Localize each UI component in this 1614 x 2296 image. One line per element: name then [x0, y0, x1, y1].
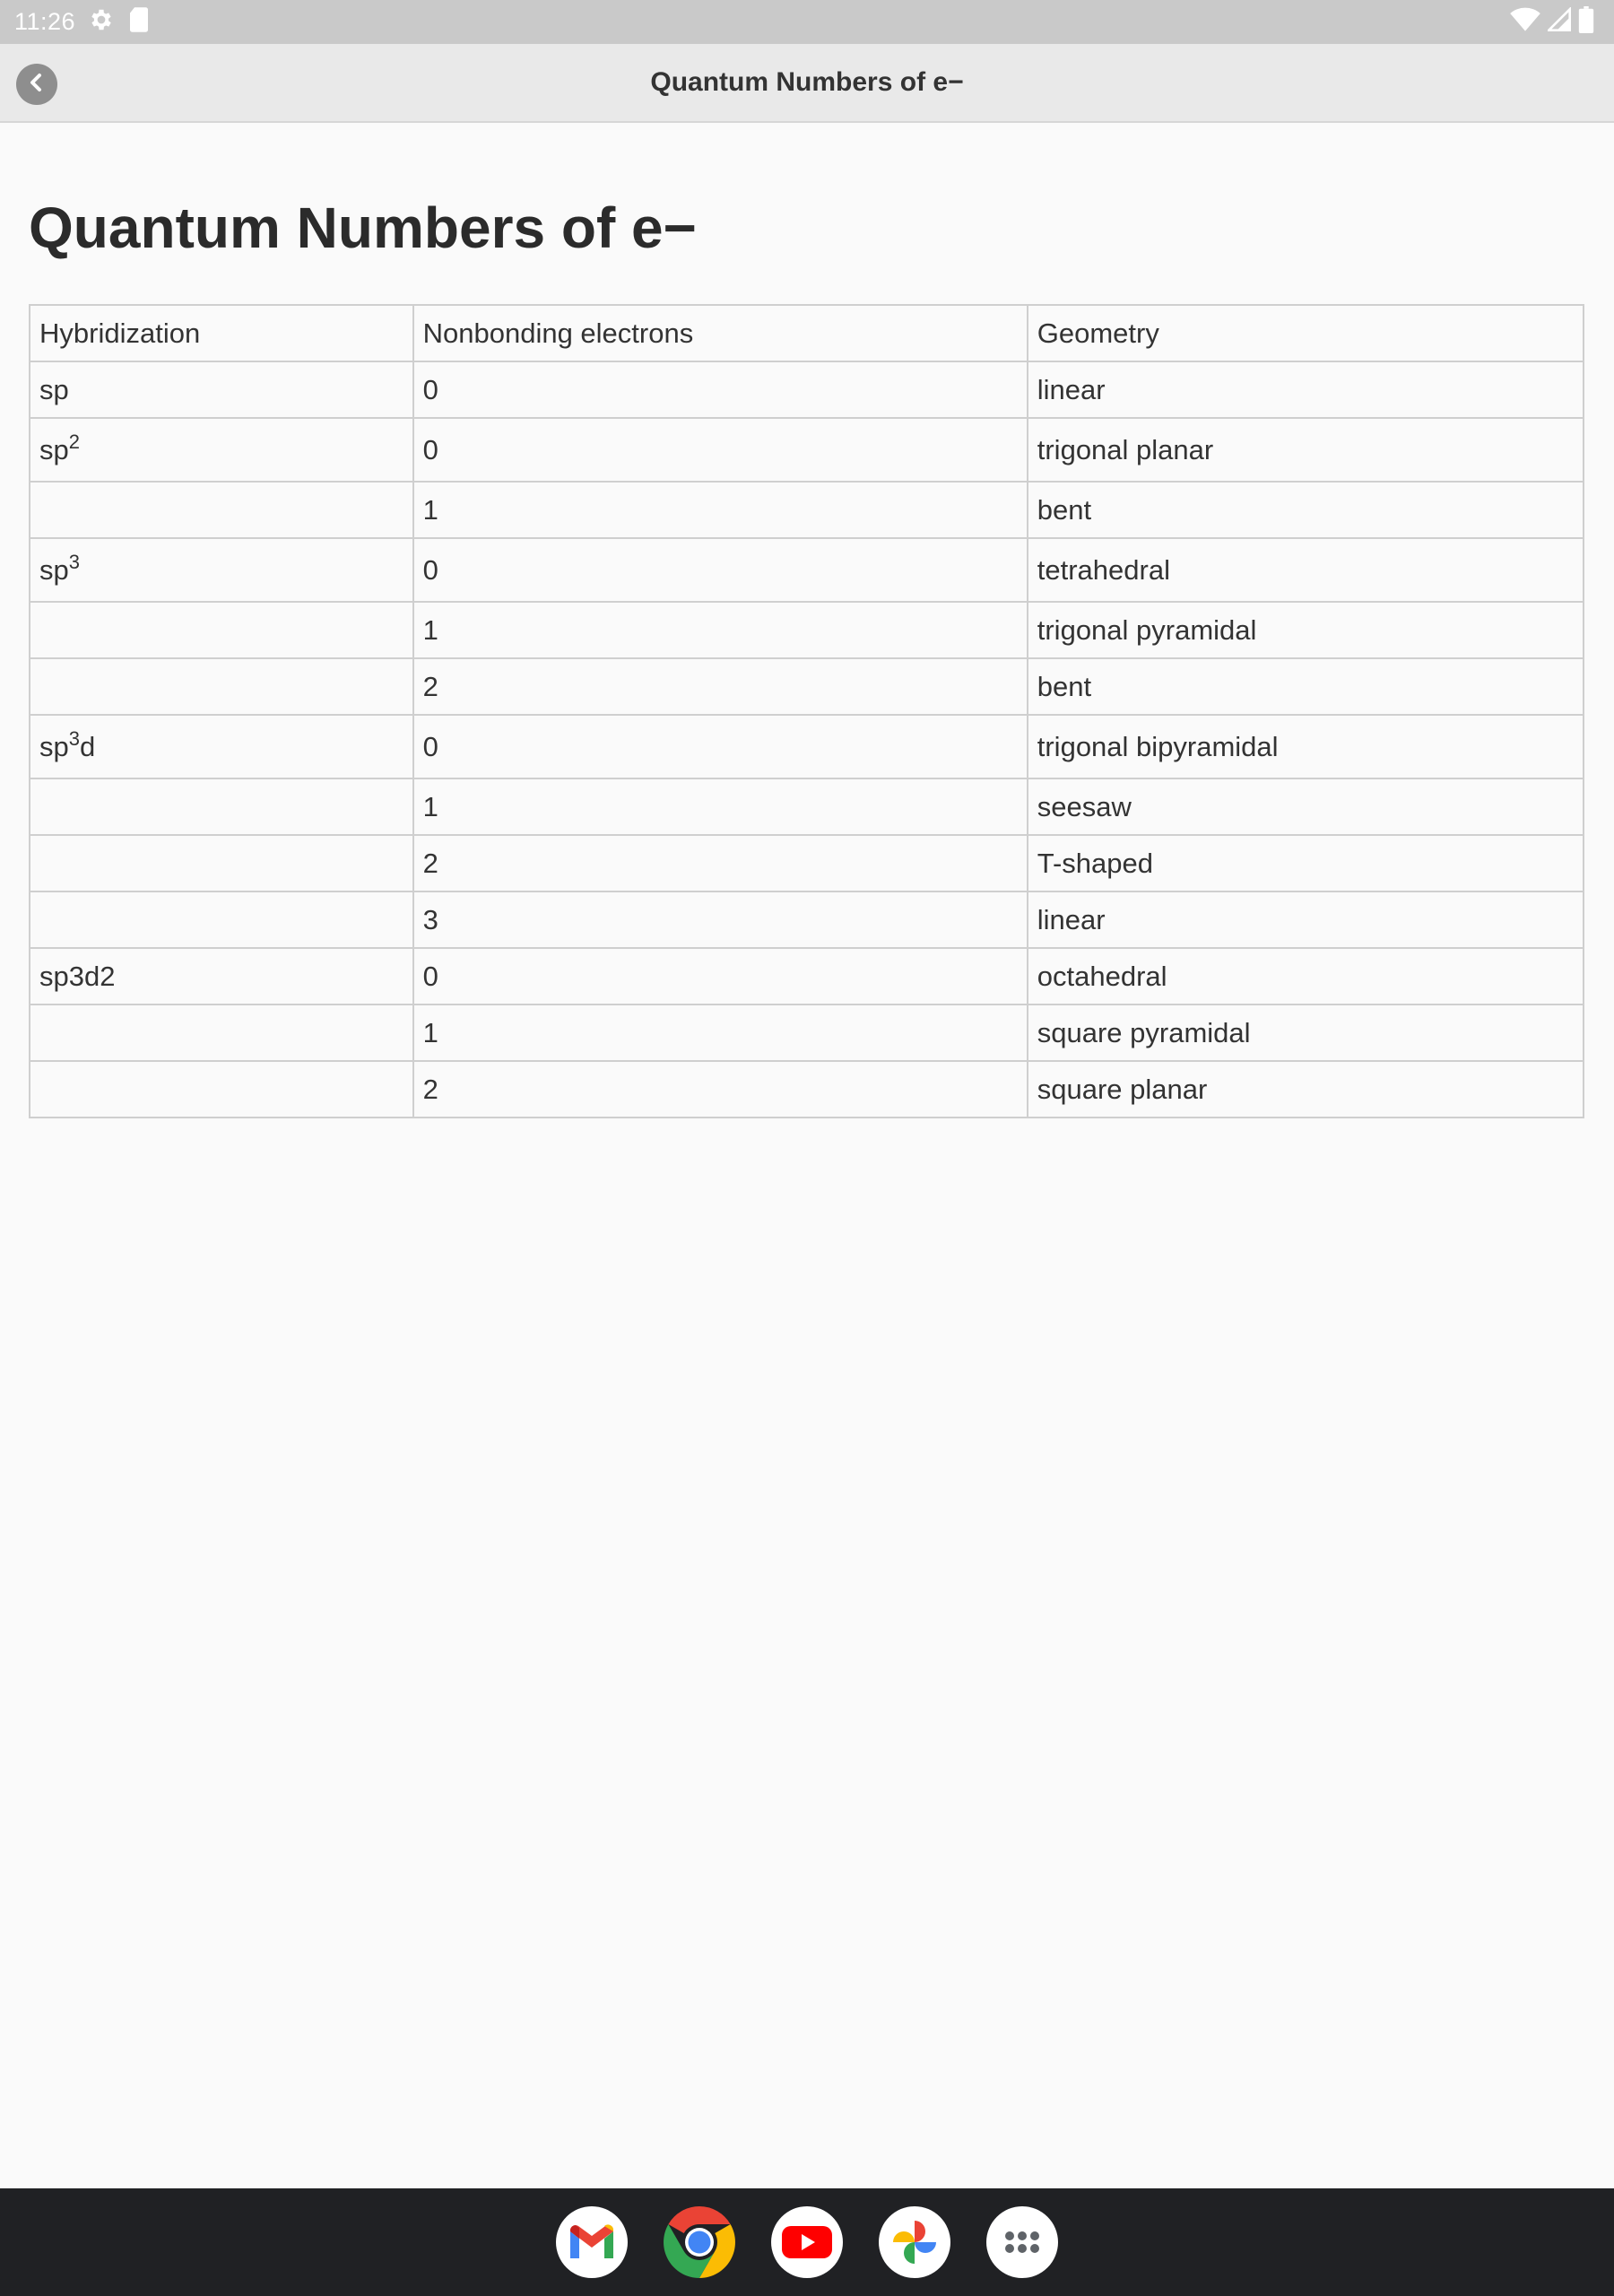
geometry-cell: trigonal planar — [1028, 418, 1584, 482]
nonbonding-cell: 0 — [413, 418, 1028, 482]
hybridization-cell: $sp^2$ — [30, 418, 413, 482]
nonbonding-cell: 2 — [413, 1061, 1028, 1118]
table-row — [30, 538, 1584, 602]
geometry-cell: square pyramidal — [1028, 1004, 1584, 1061]
table-row — [30, 948, 1584, 1004]
column-header-nonbonding: Nonbonding electrons — [413, 305, 1028, 361]
nonbonding-cell: 3 — [413, 891, 1028, 948]
wifi-icon — [1510, 7, 1540, 37]
signal-icon — [1548, 7, 1571, 37]
geometry-cell: trigonal bipyramidal — [1028, 715, 1584, 778]
nonbonding-cell: 2 — [413, 835, 1028, 891]
hybridization-table — [29, 304, 1584, 1118]
nonbonding-cell: 1 — [413, 482, 1028, 538]
table-row — [30, 658, 1584, 715]
chrome-icon[interactable] — [664, 2206, 735, 2278]
hybridization-cell: $sp^3$ — [30, 538, 413, 602]
app-bar-title: Quantum Numbers of e− — [650, 67, 964, 97]
hybridization-cell: sp — [30, 361, 413, 418]
geometry-cell: linear — [1028, 891, 1584, 948]
table-row — [30, 361, 1584, 418]
youtube-icon[interactable] — [771, 2206, 843, 2278]
page-title: Quantum Numbers of e− — [29, 196, 697, 260]
nonbonding-cell: 2 — [413, 658, 1028, 715]
table-row — [30, 715, 1584, 778]
settings-icon — [88, 6, 115, 38]
geometry-cell: linear — [1028, 361, 1584, 418]
battery-icon — [1578, 6, 1594, 38]
nonbonding-cell: 1 — [413, 1004, 1028, 1061]
app-drawer-icon[interactable] — [986, 2206, 1058, 2278]
hybridization-cell — [30, 1061, 413, 1118]
table-body — [30, 361, 1584, 1118]
back-arrow-icon — [26, 72, 48, 98]
nonbonding-cell: 1 — [413, 602, 1028, 658]
status-time: 11:26 — [14, 8, 76, 35]
hybridization-cell — [30, 891, 413, 948]
sd-card-icon — [127, 6, 151, 38]
table-row — [30, 1061, 1584, 1118]
geometry-cell: bent — [1028, 482, 1584, 538]
gmail-icon[interactable] — [556, 2206, 628, 2278]
geometry-cell: bent — [1028, 658, 1584, 715]
table-row — [30, 835, 1584, 891]
hybridization-cell: $sp^3d$ — [30, 715, 413, 778]
geometry-cell: square planar — [1028, 1061, 1584, 1118]
table-row — [30, 482, 1584, 538]
status-right — [1510, 6, 1594, 38]
geometry-cell: tetrahedral — [1028, 538, 1584, 602]
table-header-row — [30, 305, 1584, 361]
nonbonding-cell: 0 — [413, 538, 1028, 602]
geometry-cell: seesaw — [1028, 778, 1584, 835]
column-header-geometry: Geometry — [1028, 305, 1584, 361]
table-row — [30, 602, 1584, 658]
nonbonding-cell: 0 — [413, 361, 1028, 418]
table-row — [30, 1004, 1584, 1061]
hybridization-cell — [30, 602, 413, 658]
table-row — [30, 778, 1584, 835]
nonbonding-cell: 0 — [413, 715, 1028, 778]
hybridization-cell — [30, 658, 413, 715]
hybridization-cell — [30, 482, 413, 538]
back-button[interactable] — [16, 64, 57, 105]
hybridization-cell — [30, 778, 413, 835]
nonbonding-cell: 1 — [413, 778, 1028, 835]
table-row — [30, 418, 1584, 482]
nonbonding-cell: 0 — [413, 948, 1028, 1004]
photos-icon[interactable] — [879, 2206, 950, 2278]
status-bar — [0, 0, 1614, 44]
status-left — [14, 6, 151, 38]
geometry-cell: octahedral — [1028, 948, 1584, 1004]
app-dock — [0, 2188, 1614, 2296]
hybridization-cell — [30, 835, 413, 891]
geometry-cell: trigonal pyramidal — [1028, 602, 1584, 658]
app-bar — [0, 44, 1614, 123]
hybridization-cell: sp3d2 — [30, 948, 413, 1004]
column-header-hybridization: Hybridization — [30, 305, 413, 361]
table-row — [30, 891, 1584, 948]
geometry-cell: T-shaped — [1028, 835, 1584, 891]
hybridization-cell — [30, 1004, 413, 1061]
